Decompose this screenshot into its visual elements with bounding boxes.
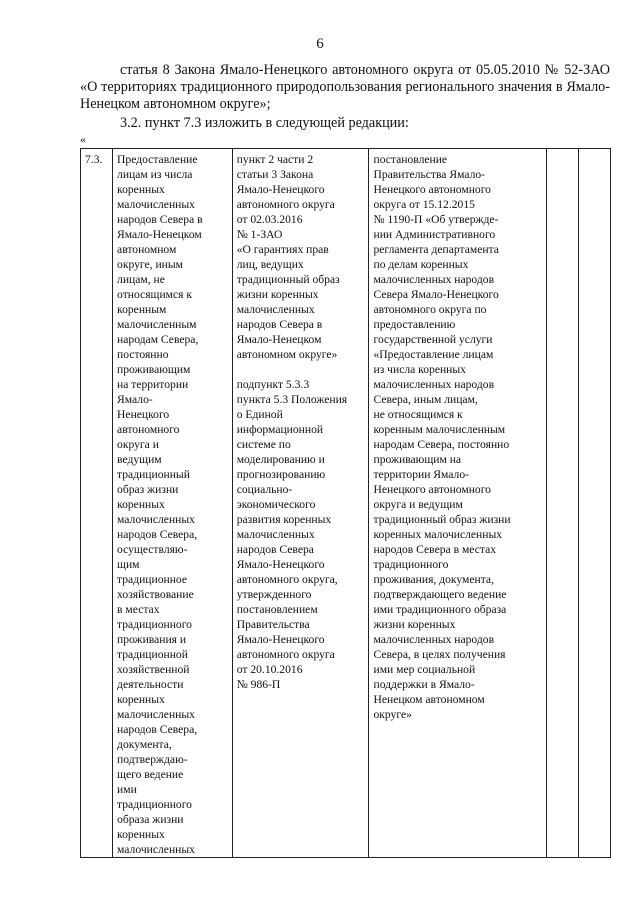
intro-paragraph: статья 8 Закона Ямало-Ненецкого автономного округа от 05.05.2010 № 52-ЗАО «О территориях традиционного природопользования регионального значения в Ямало-Ненецком автономном округе»; — [80, 62, 610, 112]
legal-basis-cell — [232, 149, 369, 858]
amendment-item: 3.2. пункт 7.3 изложить в следующей редакции: — [120, 115, 409, 131]
row-number-cell — [81, 149, 113, 858]
table-row — [81, 149, 611, 858]
administrative-regulation-cell — [369, 149, 546, 858]
spacer — [237, 362, 366, 377]
amendment-table — [80, 148, 611, 858]
legal-basis-regulation: подпункт 5.3.3 пункта 5.3 Положения о Единой информационной системе по моделированию и прогнозированию социально- экономического развития коренных малочисленных народов Севера Ямало-Ненецкого автономного округа, утвержденного постановлением Правительства Ямало-Ненецкого автономного округа от 20.10.2016 № 986-П — [236, 378, 348, 691]
empty-cell-5 — [546, 149, 578, 858]
service-name: Предоставление лицам из числа коренных малочисленных народов Севера в Ямало-Ненецком автономном округе, иным лицам, не относящимся к коренным малочисленным народам Севера, постоянно проживающим на территории Ямало- Ненецкого автономного округа и ведущим традиционный образ жизни коренных малочисленных народов Севера, осуществляю- щим традиционное хозяйствование в местах традиционного проживания и традиционной хозяйственной деятельности коренных малочисленных народов Севера, документа, подтверждаю- щего ведение ими традиционного образа жизни коренных малочисленных — [117, 153, 203, 856]
opening-quote: « — [80, 132, 86, 146]
empty-cell-6 — [578, 149, 610, 858]
administrative-regulation: постановление Правительства Ямало- Ненецкого автономного округа от 15.12.2015 № 1190-П «Об утвержде- нии Административного регламента департамента по делам коренных малочисленных народов Севера Ямало-Ненецкого автономного округа по предоставлению государственной услуги «Предоставление лицам из числа коренных малочисленных народов Севера, иным лицам, не относящимся к коренным малочисленным народам Севера, постоянно проживающим на территории Ямало- Ненецкого автономного округа и ведущим традиционный образ жизни коренных малочисленных народов Севера в местах традиционного проживания, документа, подтверждающего ведение ими традиционного образа жизни коренных малочисленных народов Севера, в целях получения ими мер социальной поддержки в Ямало- Ненецком автономном округе» — [373, 153, 511, 721]
service-name-cell — [113, 149, 233, 858]
row-number: 7.3. — [85, 153, 103, 166]
legal-basis-law: пункт 2 части 2 статьи 3 Закона Ямало-Ненецкого автономного округа от 02.03.2016 № 1-ЗАО «О гарантиях прав лиц, ведущих традиционный образ жизни коренных малочисленных народов Севера в Ямало-Ненецком автономном округе» — [236, 153, 340, 361]
intro-text — [80, 62, 610, 132]
page-number: 6 — [316, 36, 324, 52]
